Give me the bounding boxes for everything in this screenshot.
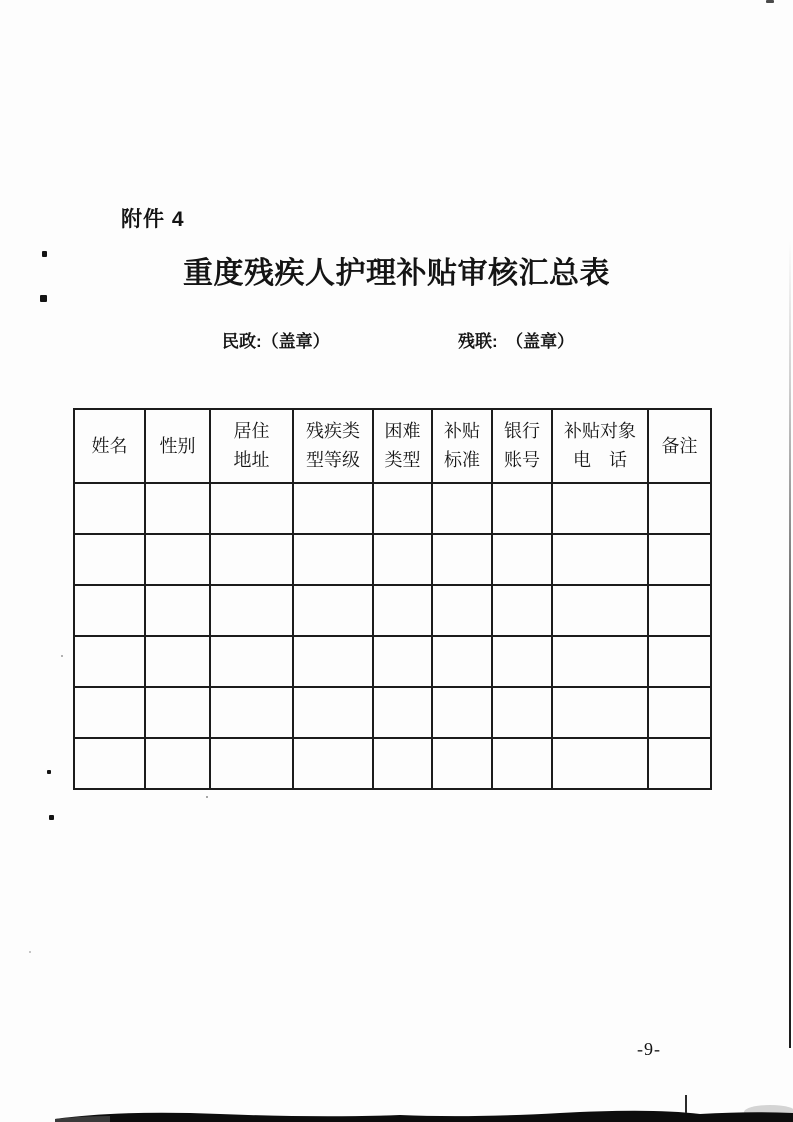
table-cell [293, 534, 373, 585]
header-line: 困难 [384, 421, 421, 441]
col-header-subsidy-standard [432, 409, 492, 483]
table-cell [145, 585, 210, 636]
table-cell [552, 585, 648, 636]
scan-dot [49, 815, 54, 820]
header-line: 补贴对象 [564, 421, 636, 441]
page-title: 重度残疾人护理补贴审核汇总表 [183, 257, 610, 290]
table-row [74, 534, 711, 585]
stamp-row [0, 327, 793, 351]
scan-dot [42, 251, 47, 257]
table-cell [648, 738, 711, 789]
scan-dot [47, 770, 51, 774]
col-header-name [74, 409, 145, 483]
subsidy-summary-table [73, 408, 712, 790]
table-cell [552, 483, 648, 534]
table-row [74, 687, 711, 738]
table-cell [492, 483, 552, 534]
table-cell [373, 636, 432, 687]
table-cell [648, 636, 711, 687]
header-line: 标准 [444, 450, 480, 470]
table-cell [293, 636, 373, 687]
table-cell [373, 687, 432, 738]
scan-edge-line [789, 240, 791, 1048]
table-cell [648, 585, 711, 636]
table-cell [432, 534, 492, 585]
header-line: 型等级 [306, 450, 360, 470]
table-body [74, 483, 711, 789]
table-cell [210, 483, 293, 534]
scan-speck [29, 951, 31, 953]
table-cell [210, 585, 293, 636]
col-header-gender [145, 409, 210, 483]
table-header-row [74, 409, 711, 483]
table-cell [492, 687, 552, 738]
col-header-difficulty-type [373, 409, 432, 483]
col-header-bank-account [492, 409, 552, 483]
table-cell [145, 687, 210, 738]
table-row [74, 738, 711, 789]
col-header-disability-type-level [293, 409, 373, 483]
table-cell [373, 585, 432, 636]
table-cell [492, 738, 552, 789]
table-cell [552, 738, 648, 789]
table-cell [552, 636, 648, 687]
header-line: 电 话 [573, 450, 627, 470]
table-cell [492, 585, 552, 636]
table-cell [648, 687, 711, 738]
table-cell [373, 483, 432, 534]
table-cell [432, 585, 492, 636]
table-cell [373, 738, 432, 789]
table-cell [432, 636, 492, 687]
table-row [74, 483, 711, 534]
stamp-disabled-federation: 残联: （盖章） [458, 332, 575, 351]
header-line: 居住 [233, 421, 270, 441]
scan-speck [206, 796, 208, 798]
table-cell [210, 534, 293, 585]
col-header-remarks [648, 409, 711, 483]
table-cell [492, 534, 552, 585]
table-cell [432, 483, 492, 534]
table-cell [74, 687, 145, 738]
table-cell [648, 534, 711, 585]
header-line: 账号 [504, 450, 540, 470]
table-cell [74, 534, 145, 585]
attachment-label: 附件 4 [121, 208, 185, 231]
scan-dot [40, 295, 47, 302]
table-cell [293, 687, 373, 738]
table-cell [145, 738, 210, 789]
scan-bottom-shadow [0, 1092, 793, 1122]
table-cell [552, 687, 648, 738]
table-cell [432, 687, 492, 738]
header-line: 姓名 [91, 435, 128, 456]
table-cell [210, 687, 293, 738]
table-cell [74, 483, 145, 534]
header-line: 类型 [384, 450, 421, 470]
table-cell [74, 738, 145, 789]
col-header-address [210, 409, 293, 483]
table-cell [552, 534, 648, 585]
scan-speck [766, 0, 774, 3]
table-cell [373, 534, 432, 585]
header-line: 备注 [661, 435, 698, 456]
table-cell [145, 534, 210, 585]
table-cell [74, 636, 145, 687]
table-cell [145, 483, 210, 534]
table-cell [74, 585, 145, 636]
col-header-recipient-phone [552, 409, 648, 483]
header-line: 性别 [159, 435, 196, 456]
table-cell [210, 636, 293, 687]
table-cell [648, 483, 711, 534]
table-cell [210, 738, 293, 789]
scan-speck [61, 655, 63, 657]
header-line: 残疾类 [306, 421, 360, 441]
header-line: 补贴 [444, 421, 480, 441]
table-row [74, 636, 711, 687]
table-cell [492, 636, 552, 687]
page-number: -9- [637, 1039, 661, 1059]
table-cell [293, 483, 373, 534]
table-cell [145, 636, 210, 687]
table-cell [432, 738, 492, 789]
stamp-civil-affairs: 民政:（盖章） [222, 332, 330, 351]
table-row [74, 585, 711, 636]
header-line: 银行 [504, 421, 540, 441]
table-cell [293, 738, 373, 789]
table-cell [293, 585, 373, 636]
header-line: 地址 [233, 450, 270, 470]
